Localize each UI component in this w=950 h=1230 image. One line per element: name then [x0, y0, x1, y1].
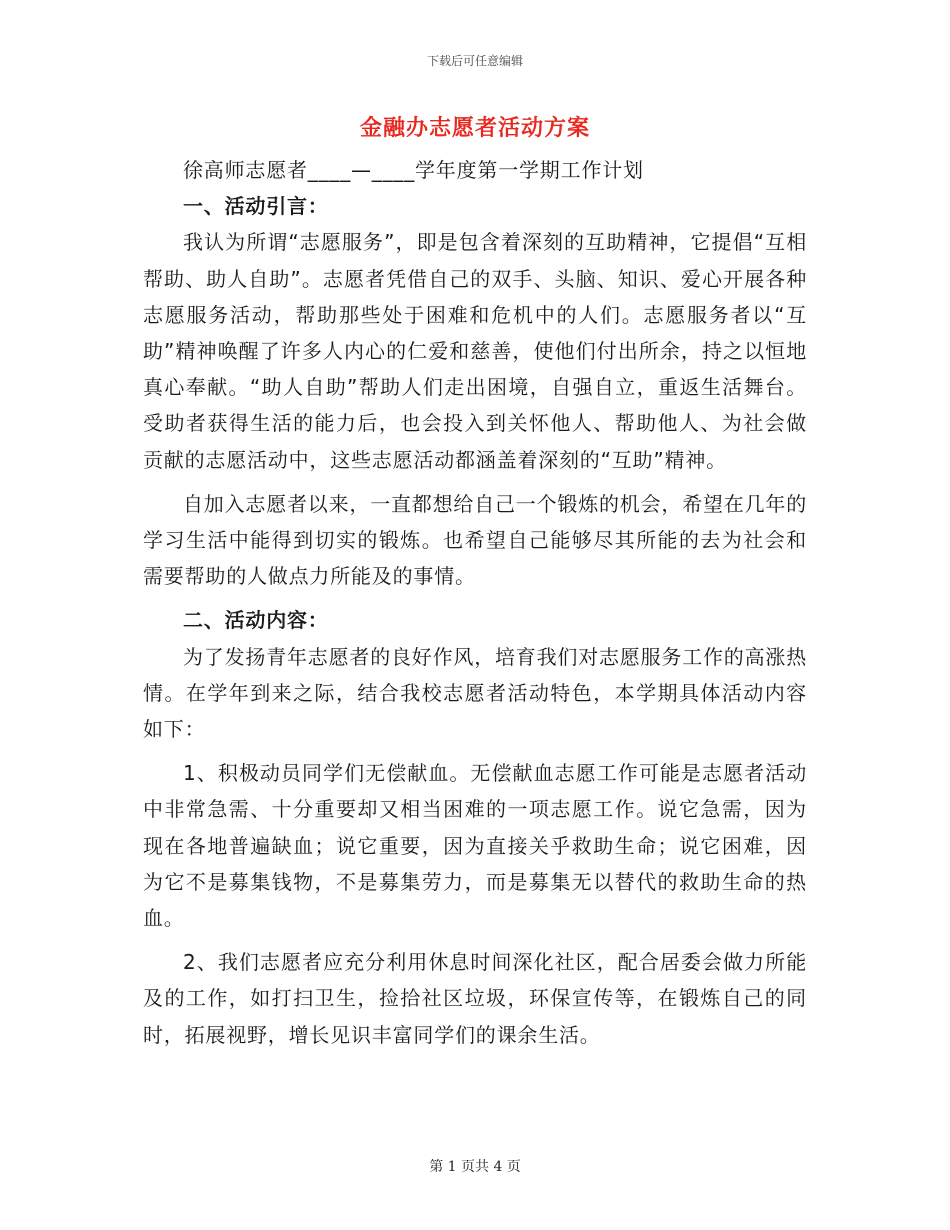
paragraph-content-2: 1、积极动员同学们无偿献血。无偿献血志愿工作可能是志愿者活动中非常急需、十分重要却又相当困难的一项志愿工作。说它急需，因为现在各地普遍缺血；说它重要，因为直接关乎救助生命；说它困难，因为它不是募集钱物，不是募集劳力，而是募集无以替代的救助生命的热血。	[143, 761, 807, 931]
document-subtitle: 徐高师志愿者____—____学年度第一学期工作计划	[183, 158, 644, 182]
section-heading-content: 二、活动内容：	[183, 608, 329, 633]
paragraph-intro-1: 我认为所谓“志愿服务”，即是包含着深刻的互助精神，它提倡“互相帮助、助人自助”。志愿者凭借自己的双手、头脑、知识、爱心开展各种志愿服务活动，帮助那些处于困难和危机中的人们。志愿服务者以“互助”精神唤醒了许多人内心的仁爱和慈善，使他们付出所余，持之以恒地真心奉献。“助人自助”帮助人们走出困境，自强自立，重返生活舞台。受助者获得生活的能力后，也会投入到关怀他人、帮助他人、为社会做贡献的志愿活动中，这些志愿活动都涵盖着深刻的“互助”精神。	[143, 230, 807, 472]
page-header-note: 下载后可任意编辑	[426, 54, 523, 68]
paragraph-intro-2: 自加入志愿者以来，一直都想给自己一个锻炼的机会，希望在几年的学习生活中能得到切实的锻炼。也希望自己能够尽其所能的去为社会和需要帮助的人做点力所能及的事情。	[143, 491, 807, 589]
document-body	[143, 152, 807, 1053]
page-footer: 第 1 页共 4 页	[429, 1159, 521, 1175]
paragraph-content-1: 为了发扬青年志愿者的良好作风，培育我们对志愿服务工作的高涨热情。在学年到来之际，结合我校志愿者活动特色，本学期具体活动内容如下：	[143, 644, 807, 742]
paragraph-content-3: 2、我们志愿者应充分利用休息时间深化社区，配合居委会做力所能及的工作，如打扫卫生，捡拾社区垃圾，环保宣传等，在锻炼自己的同时，拓展视野，增长见识丰富同学们的课余生活。	[143, 950, 807, 1047]
document-title: 金融办志愿者活动方案	[359, 116, 590, 141]
section-heading-intro: 一、活动引言：	[183, 194, 329, 219]
